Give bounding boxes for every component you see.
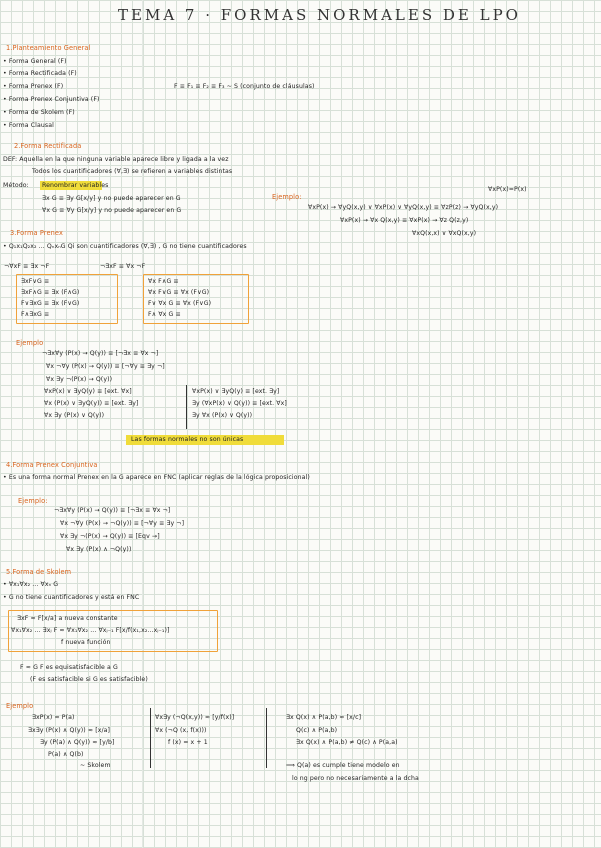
s5-example-label: Ejemplo	[6, 702, 34, 710]
s5-example-right-4: ⟹ Q(a) es cumple tiene modelo en	[286, 762, 400, 769]
section-5-heading: 5.Forma de Skolem	[6, 568, 72, 576]
s1-item-6: • Forma Clausal	[3, 122, 54, 129]
s2-example-label: Ejemplo:	[272, 193, 302, 201]
s5-box-line-2: ∀x₁∀x₂ ... ∃xⱼ F ≈ ∀x₁∀x₂ ... ∀xⱼ₋₁ F[x/f(x₁,x₂...xⱼ₋₁)]	[11, 627, 170, 634]
s3-note: Las formas normales no son únicas	[131, 436, 244, 443]
s3-example-line-4: ∀xP(x) ∨ ∃yQ(y) ≡ [ext. ∀x]	[44, 388, 132, 395]
s3-example-line-8: ∃y (∀xP(x) ∨ Q(y)) ≡ [ext. ∀x]	[192, 400, 287, 407]
s5-example-mid-1: ∀x∃y (¬Q(x,y)) ≈ [y/f(x)]	[155, 714, 235, 721]
s5-example-mid-3: f (x) = x + 1	[168, 739, 208, 746]
s2-def-1: DEF: Aquella en la que ninguna variable aparece libre y ligada a la vez	[3, 156, 229, 163]
s5-example-right-3: ∃x Q(x) ∧ P(a,b) ≠ Q(c) ∧ P(a,a)	[296, 739, 398, 746]
s3-box1-line-2: ∃xF∧G ≡ ∃x (F∧G)	[21, 289, 80, 296]
s3-example-line-7: ∀xP(x) ∨ ∃yQ(y) ≡ [ext. ∃y]	[192, 388, 280, 395]
section-4-heading: 4.Forma Prenex Conjuntiva	[6, 461, 98, 469]
s5-example-mid-2: ∀x (¬Q (x, f(x)))	[155, 727, 207, 734]
s5-example-left-2: ∃x∃y (P(x) ∧ Q(y)) ≈ [x/a]	[28, 727, 111, 734]
s5-example-divider-2	[266, 708, 267, 768]
s3-example-divider	[186, 385, 187, 429]
s5-box-line-3: f nueva función	[61, 639, 111, 646]
s3-equivalence-1: ¬∀xF ≡ ∃x ¬F	[4, 263, 50, 270]
s5-item-1: • ∀x₁∀x₂ ... ∀xₙ G	[3, 581, 59, 588]
s5-example-right-5: lo ng pero no necesariamente a la dcha	[292, 775, 419, 782]
s5-example-left-1: ∃xP(x) ≈ P(a)	[32, 714, 75, 721]
s3-example-line-9: ∃y ∀x (P(x) ∨ Q(y))	[192, 412, 253, 419]
notebook-margin-line	[142, 0, 143, 848]
section-3-heading: 3.Forma Prenex	[10, 229, 63, 237]
s1-item-1: • Forma General (F)	[3, 58, 67, 65]
s5-skolem-rules-box	[8, 610, 218, 652]
s2-method-label: Método:	[3, 182, 29, 189]
section-2-heading: 2.Forma Rectificada	[14, 142, 82, 150]
s4-example-line-2: ∀x ¬∀y (P(x) → ¬Q(y)) ≡ [¬∀y ≡ ∃y ¬]	[60, 520, 185, 527]
s2-def-2: Todos los cuantificadores (∀,∃) se refieren a variables distintas	[32, 168, 233, 175]
s3-example-line-6: ∀x ∃y (P(x) ∨ Q(y))	[44, 412, 105, 419]
s2-rule-1: ∃x G ≡ ∃y G[x/y] y no puede aparecer en G	[42, 195, 181, 202]
s1-note: F ≡ F₁ ≡ F₂ ≡ F₃ ~ S (conjunto de cláusulas)	[174, 83, 315, 90]
s1-item-2: • Forma Rectificada (F)	[3, 70, 77, 77]
s5-example-divider-1	[150, 708, 151, 768]
s3-equivalence-2: ¬∃xF ≡ ∀x ¬F	[100, 263, 146, 270]
s1-item-5: • Forma de Skolem (F)	[3, 109, 75, 116]
s3-box2-line-2: ∀x F∨G ≡ ∀x (F∨G)	[148, 289, 210, 296]
s4-description: • Es una forma normal Prenex en la G aparece en FNC (aplicar reglas de la lógica proposicional)	[3, 474, 310, 481]
s1-item-4: • Forma Prenex Conjuntiva (F)	[3, 96, 100, 103]
s3-box2-line-4: F∧ ∀x G ≡	[148, 311, 181, 318]
s2-method-text: Renombrar variables	[42, 182, 109, 189]
s4-example-label: Ejemplo:	[18, 497, 48, 505]
s5-example-left-5: ~ Skolem	[80, 762, 111, 769]
s3-example-line-1: ¬∃x∀y (P(x) → Q(y)) ≡ [¬∃x ≡ ∀x ¬]	[42, 350, 159, 357]
s3-description: • Q₁x₁Q₂x₂ ... QₙxₙG Qi son cuantificadores (∀,∃) , G no tiene cuantificadores	[3, 243, 247, 250]
s2-example-4: ∀xQ(x,x) ∨ ∀xQ(x,y)	[412, 230, 477, 237]
s1-item-3: • Forma Prenex (F)	[3, 83, 64, 90]
s4-example-line-1: ¬∃x∀y (P(x) → Q(y)) ≡ [¬∃x ≡ ∀x ¬]	[54, 507, 171, 514]
s3-box2-line-3: F∨ ∀x G ≡ ∀x (F∨G)	[148, 300, 212, 307]
s5-item-2: • G no tiene cuantificadores y está en FNC	[3, 594, 140, 601]
s3-box2-line-1: ∀x F∧G ≡	[148, 278, 179, 285]
s3-box1-line-4: F∧∃xG ≡	[21, 311, 50, 318]
section-1-heading: 1.Planteamiento General	[6, 44, 91, 52]
page-title: TEMA 7 · FORMAS NORMALES DE LPO	[118, 6, 521, 24]
s5-equisat-1: F ≈ G F es equisatisfacible a G	[20, 664, 118, 671]
s2-example-1: ∀xP(x)=P(x)	[488, 186, 527, 193]
s3-forall-rules-box	[143, 274, 249, 324]
s3-example-line-2: ∀x ¬∀y (P(x) → Q(y)) ≡ [¬∀y ≡ ∃y ¬]	[46, 363, 165, 370]
s2-rule-2: ∀x G ≡ ∀y G[x/y] y no puede aparecer en G	[42, 207, 182, 214]
s3-box1-line-1: ∃xF∨G ≡	[21, 278, 50, 285]
s3-box1-line-3: F∨∃xG ≡ ∃x (F∨G)	[21, 300, 80, 307]
s2-example-2: ∀xP(x) → ∀yQ(x,y) ∨ ∀xP(x) ∨ ∀yQ(x,y) ≡ ∀zP(z) → ∀yQ(x,y)	[308, 204, 499, 211]
s5-box-line-1: ∃xF ≈ F[x/a] a nueva constante	[17, 615, 118, 622]
s4-example-line-3: ∀x ∃y ¬(P(x) → Q(y)) ≡ [Eqv →]	[60, 533, 160, 540]
s3-example-label: Ejemplo	[16, 339, 44, 347]
s3-example-line-3: ∀x ∃y ¬(P(x) → Q(y))	[46, 376, 113, 383]
s3-example-line-5: ∀x (P(x) ∨ ∃yQ(y)) ≡ [ext. ∃y]	[44, 400, 139, 407]
s4-example-line-4: ∀x ∃y (P(x) ∧ ¬Q(y))	[66, 546, 132, 553]
s5-equisat-2: (F es satisfacible si G es satisfacible)	[30, 676, 148, 683]
s5-example-left-3: ∃y (P(a) ∧ Q(y)) ≈ [y/b]	[40, 739, 115, 746]
s5-example-left-4: P(a) ∧ Q(b)	[48, 751, 84, 758]
s5-example-right-2: Q(c) ∧ P(a,b)	[296, 727, 338, 734]
s5-example-right-1: ∃x Q(x) ∧ P(a,b) ≈ [x/c]	[286, 714, 362, 721]
s2-example-3: ∀xP(x) → ∀x Q(x,y) ≡ ∀xP(x) → ∀z Q(z,y)	[340, 217, 469, 224]
s3-exists-rules-box	[16, 274, 118, 324]
